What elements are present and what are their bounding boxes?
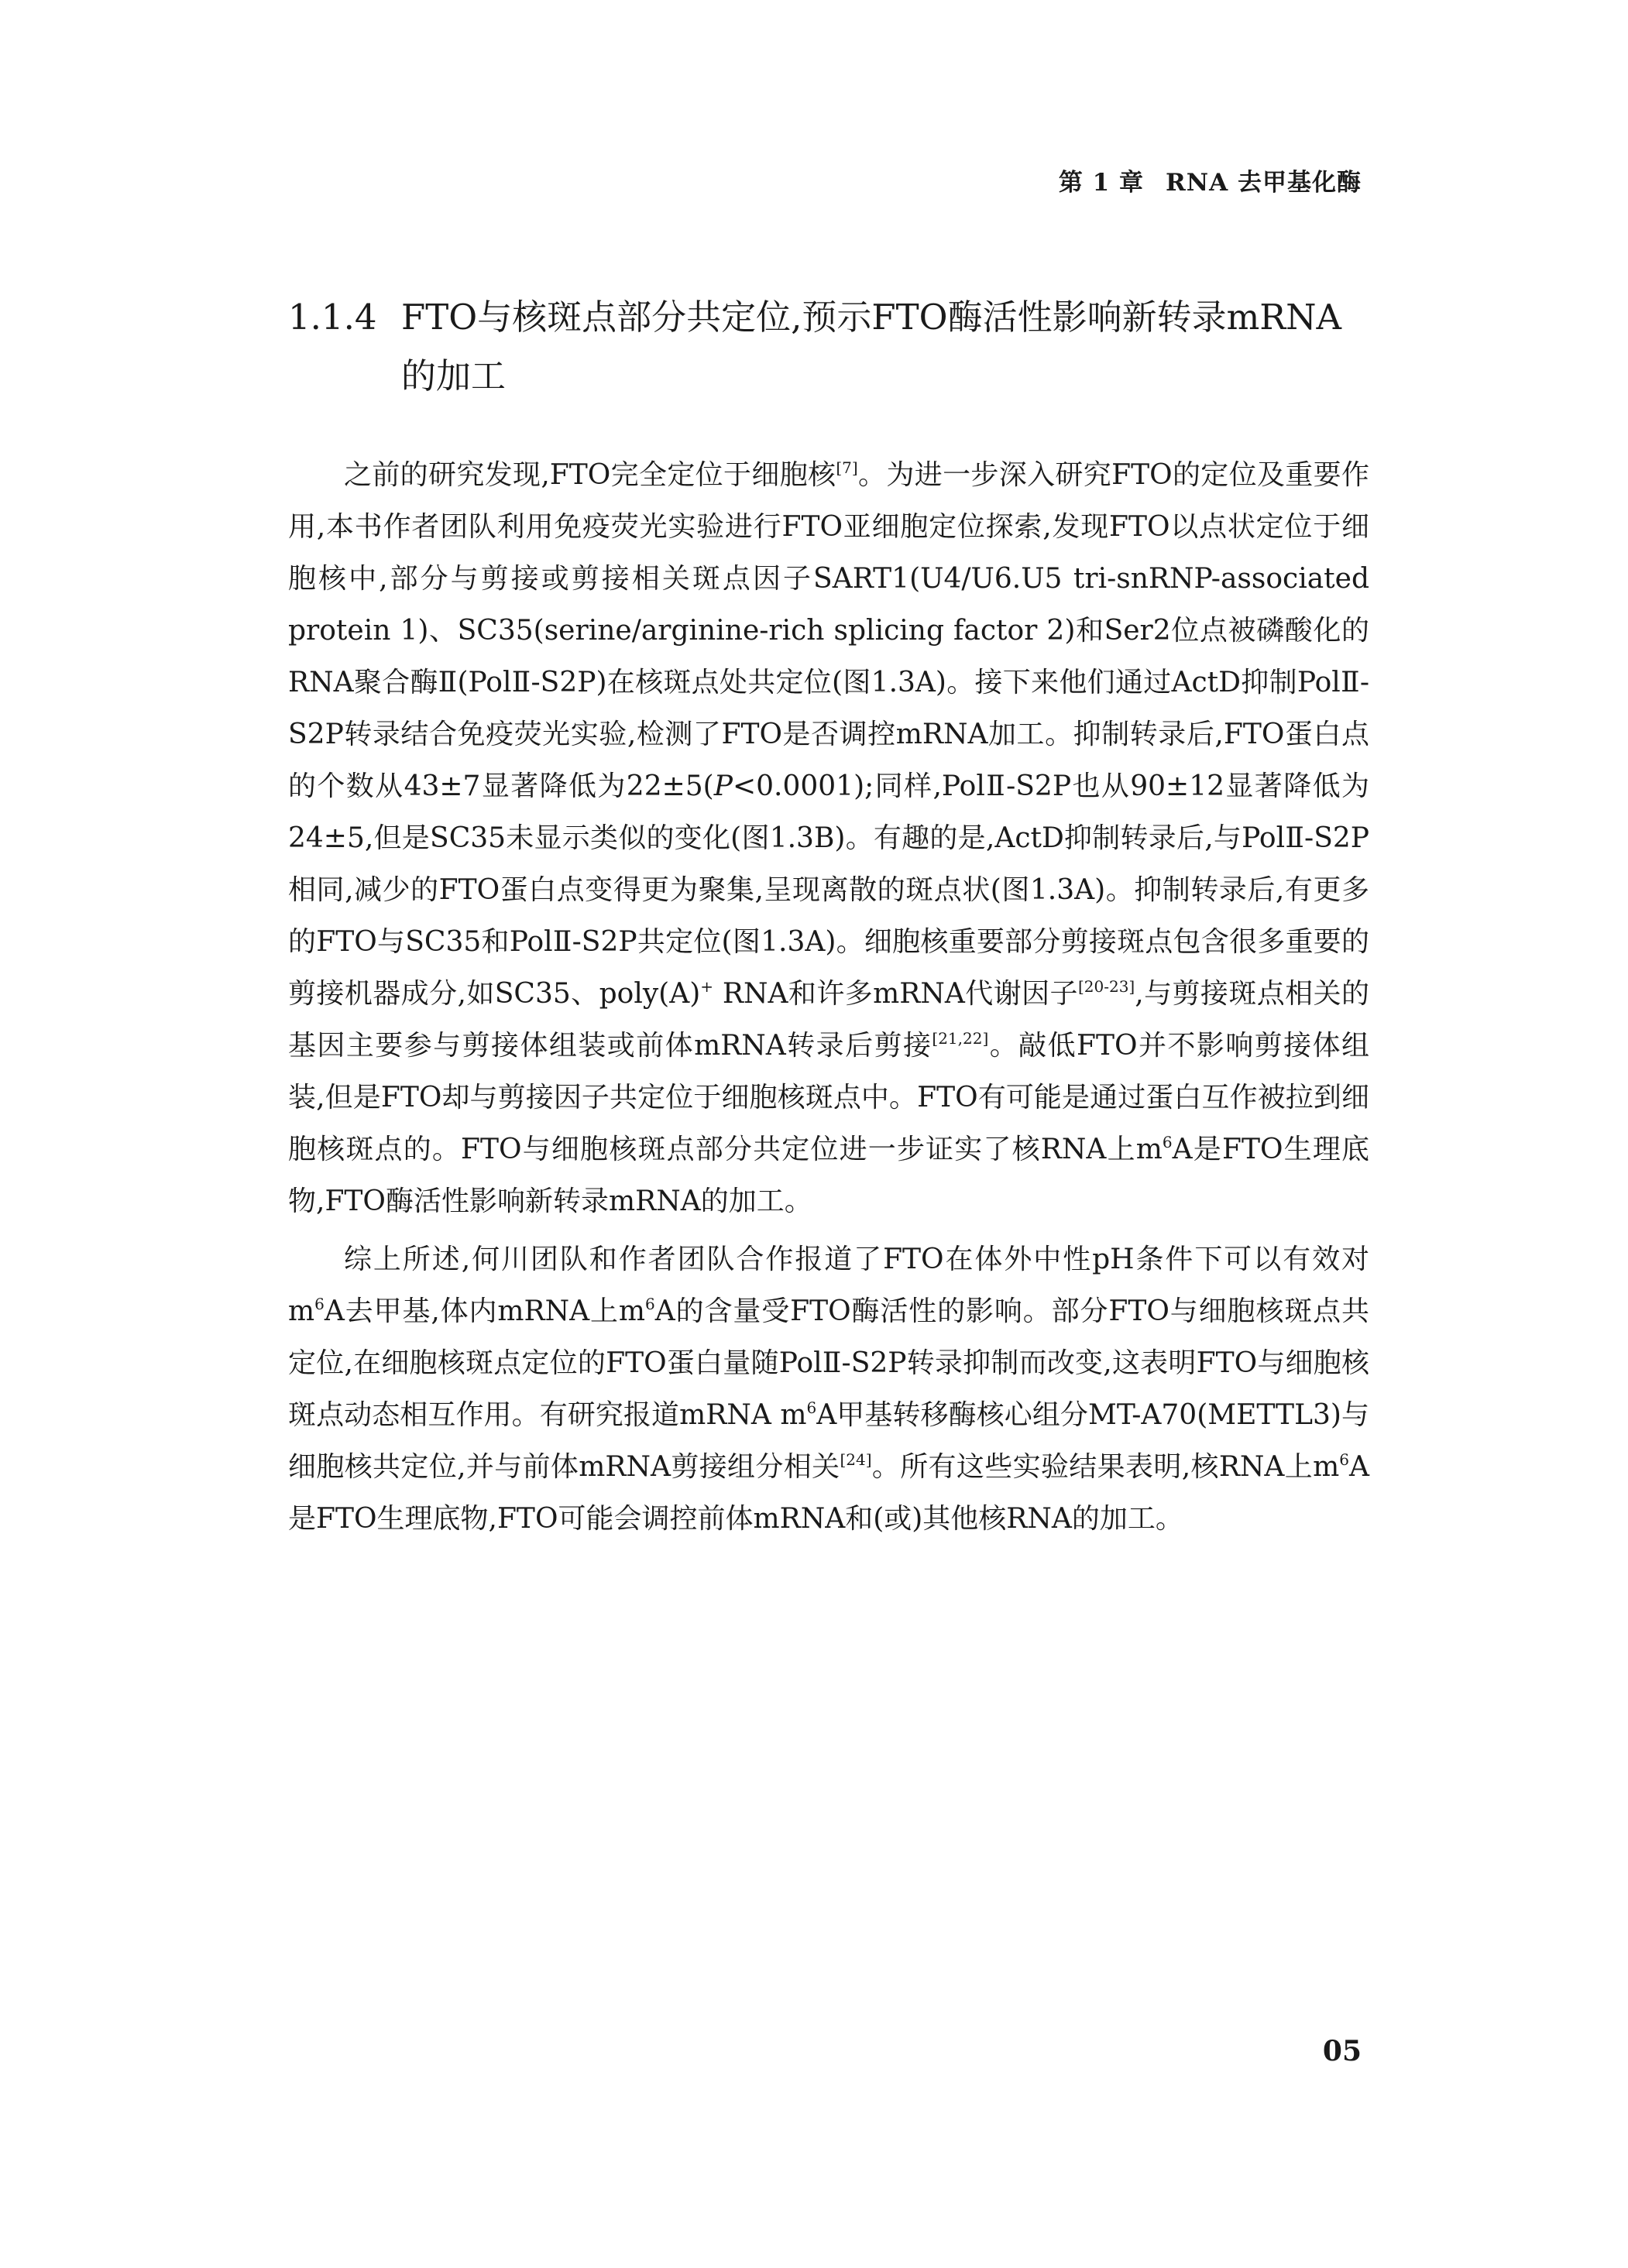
text-run: A的含量受FTO酶活性的影响。部分FTO与细胞核斑点共定位,在细胞核斑点定位的FTO蛋白量随PolⅡ-S2P转录抑制而改变,这表明FTO与细胞核斑点动态相互作用。有研究报道mRNA m (288, 1295, 1369, 1431)
running-head (1059, 163, 1362, 197)
chapter-label: 第 1 章 (1058, 169, 1145, 197)
paragraph (288, 449, 1369, 1227)
superscript: 6 (806, 1398, 817, 1417)
paragraph (288, 1234, 1369, 1545)
superscript: 6 (1339, 1450, 1349, 1469)
section-heading (288, 288, 1369, 406)
section-number: 1.1.4 (288, 297, 377, 338)
section-title: FTO与核斑点部分共定位,预示FTO酶活性影响新转录mRNA的加工 (401, 297, 1341, 396)
superscript: 6 (645, 1295, 655, 1313)
text-run: P (713, 770, 733, 802)
text-run: 。为进一步深入研究FTO的定位及重要作用,本书作者团队利用免疫荧光实验进行FTO亚细胞定位探索,发现FTO以点状定位于细胞核中,部分与剪接或剪接相关斑点因子SART1(U4/U6.U5 tri-snRNP-associated protein 1)、SC35(serine/arginine-rich splicing factor 2)和Ser2位点被磷酸化的RNA聚合酶Ⅱ(PolⅡ-S2P)在核斑点处共定位(图1.3A)。接下来他们通过ActD抑制PolⅡ-S2P转录结合免疫荧光实验,检测了FTO是否调控mRNA加工。抑制转录后,FTO蛋白点的个数从43±7显著降低为22±5( (288, 459, 1369, 802)
superscript: 6 (1162, 1133, 1173, 1151)
superscript: [7] (836, 458, 858, 477)
superscript: + (700, 977, 714, 996)
text-run: 综上所述,何川团队和作者团队合作报道了FTO在体外中性pH条件下可以有效对m (288, 1244, 1369, 1327)
superscript: [24] (840, 1450, 872, 1469)
superscript: 6 (314, 1295, 325, 1313)
text-run: RNA和许多mRNA代谢因子 (713, 978, 1078, 1010)
text-run: A去甲基,体内mRNA上m (324, 1295, 646, 1327)
text-run: <0.0001);同样,PolⅡ-S2P也从90±12显著降低为24±5,但是SC35未显示类似的变化(图1.3B)。有趣的是,ActD抑制转录后,与PolⅡ-S2P相同,减少的FTO蛋白点变得更为聚集,呈现离散的斑点状(图1.3A)。抑制转录后,有更多的FTO与SC35和PolⅡ-S2P共定位(图1.3A)。细胞核重要部分剪接斑点包含很多重要的剪接机器成分,如SC35、poly(A) (288, 770, 1369, 1010)
text-run: 之前的研究发现,FTO完全定位于细胞核 (344, 459, 836, 491)
text-run: A是FTO生理底物,FTO酶活性影响新转录mRNA的加工。 (288, 1134, 1369, 1217)
text-run: ,与剪接斑点相关的基因主要参与剪接体组装或前体mRNA转录后剪接 (288, 978, 1369, 1062)
page-number: 05 (1322, 2035, 1362, 2067)
superscript: [20-23] (1077, 977, 1135, 996)
chapter-title: RNA 去甲基化酶 (1166, 169, 1362, 197)
text-run: A甲基转移酶核心组分MT-A70(METTL3)与细胞核共定位,并与前体mRNA剪接组分相关 (288, 1399, 1369, 1483)
text-run: 。敲低FTO并不影响剪接体组装,但是FTO却与剪接因子共定位于细胞核斑点中。FTO有可能是通过蛋白互作被拉到细胞核斑点的。FTO与细胞核斑点部分共定位进一步证实了核RNA上m (288, 1030, 1369, 1165)
superscript: [21,22] (932, 1029, 989, 1048)
body-text (288, 449, 1369, 1545)
text-run: A是FTO生理底物,FTO可能会调控前体mRNA和(或)其他核RNA的加工。 (288, 1451, 1369, 1535)
text-run: 。所有这些实验结果表明,核RNA上m (871, 1451, 1340, 1483)
